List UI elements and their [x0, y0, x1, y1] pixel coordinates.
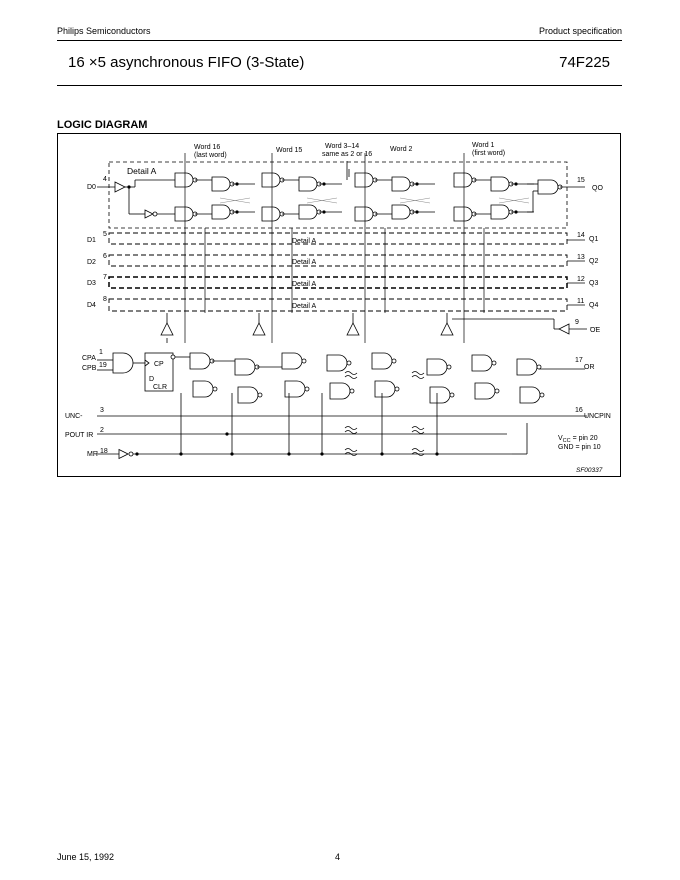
detail-a-label-d3: Detail A	[292, 281, 317, 288]
cross-couple	[499, 198, 529, 203]
word-latch-nand-bottom-2	[355, 207, 373, 221]
oe-buffer	[559, 324, 569, 334]
output-nand	[538, 180, 558, 194]
figure-code: SF00337	[576, 467, 603, 474]
junction-dot	[235, 182, 238, 185]
output-or-label: OR	[584, 364, 595, 371]
word-label-1-note: (first word)	[472, 150, 506, 157]
word-latch-nand-top-b-2	[392, 177, 410, 191]
inversion-bubble	[537, 365, 541, 369]
output-q0-pin: 15	[577, 177, 585, 184]
d0-inverter	[145, 210, 153, 218]
break-mark	[345, 376, 357, 379]
cp-and-gate	[113, 353, 133, 373]
input-cpa-label: CPA	[82, 355, 96, 362]
word-latch-nand-bottom-0	[175, 207, 193, 221]
input-d4-pin: 8	[103, 296, 107, 303]
input-cpb-pin: 19	[99, 362, 107, 369]
junction-dot	[415, 210, 418, 213]
logic-diagram	[57, 133, 621, 477]
junction-dot	[514, 182, 517, 185]
ff-clr-label: CLR	[153, 384, 168, 391]
word-label-1: Word 1	[472, 142, 495, 149]
bit-row-box-3	[109, 277, 567, 288]
word-latch-nand-bottom-b-1	[299, 205, 317, 219]
page-number: 4	[335, 852, 341, 862]
control-nand-3	[327, 355, 347, 371]
output-uncpin-label: UNCPIN	[584, 413, 611, 420]
output-q4-pin: 11	[577, 298, 585, 305]
inversion-bubble	[258, 393, 262, 397]
control-nand-6	[472, 355, 492, 371]
input-mr-pin: 18	[100, 448, 108, 455]
input-d3-label: D3	[87, 280, 96, 287]
input-d1-label: D1	[87, 237, 96, 244]
control-nand-b-7	[520, 387, 540, 403]
word-label-16-note: (last word)	[194, 152, 227, 159]
inversion-bubble	[153, 212, 157, 216]
word-label-3-14: Word 3–14	[325, 143, 360, 150]
control-nand-b-3	[330, 383, 350, 399]
control-nand-7	[517, 359, 537, 375]
control-nand-b-0	[193, 381, 213, 397]
header-rule	[57, 40, 622, 41]
word-label-3-14-note: same as 2 or 16	[322, 151, 373, 158]
word-latch-nand-top-0	[175, 173, 193, 187]
detail-a-label-d1: Detail A	[292, 238, 317, 245]
inversion-bubble	[129, 452, 133, 456]
inversion-bubble	[350, 389, 354, 393]
input-cpa-pin: 1	[99, 349, 103, 356]
word-latch-nand-bottom-b-3	[491, 205, 509, 219]
d0-input-buffer	[115, 182, 125, 192]
gnd-note: GND = pin 10	[558, 444, 601, 451]
tristate-buffer-1	[253, 323, 265, 335]
output-uncpin-pin: 16	[575, 407, 583, 414]
inversion-bubble	[347, 361, 351, 365]
output-q1-label: Q1	[589, 236, 599, 243]
break-mark	[412, 427, 424, 430]
diagram-frame	[58, 134, 621, 477]
output-q3-pin: 12	[577, 276, 585, 283]
oe-pin: 9	[575, 319, 579, 326]
junction-dot	[514, 210, 517, 213]
break-mark	[345, 427, 357, 430]
control-nand-b-4	[375, 381, 395, 397]
inversion-bubble	[395, 387, 399, 391]
break-mark	[345, 372, 357, 375]
control-nand-b-1	[238, 387, 258, 403]
cross-couple	[220, 198, 250, 203]
company-name: Philips Semiconductors	[57, 26, 151, 36]
document-title: 16 ×5 asynchronous FIFO (3-State)	[68, 54, 305, 71]
junction-dot	[225, 432, 228, 435]
input-pout-label: POUT IR	[65, 432, 94, 439]
word-latch-nand-top-2	[355, 173, 373, 187]
mr-buffer	[119, 450, 128, 459]
inversion-bubble	[305, 387, 309, 391]
word-latch-nand-bottom-b-0	[212, 205, 230, 219]
output-q2-label: Q2	[589, 258, 599, 265]
control-nand-b-2	[285, 381, 305, 397]
input-d1-pin: 5	[103, 231, 107, 238]
control-nand-5	[427, 359, 447, 375]
ff-d-label: D	[149, 376, 155, 383]
control-nand-b-6	[475, 383, 495, 399]
control-nand-b-5	[430, 387, 450, 403]
inversion-bubble	[492, 361, 496, 365]
vcc-note: $V_{CC}$ = pin 20	[558, 435, 598, 444]
word-label-15: Word 15	[276, 147, 303, 154]
word-latch-nand-top-b-3	[491, 177, 509, 191]
detail-a-label-d4: Detail A	[292, 303, 317, 310]
output-q1-pin: 14	[577, 232, 585, 239]
input-mr-label: MR	[87, 451, 98, 458]
inversion-bubble	[495, 389, 499, 393]
word-label-2: Word 2	[390, 146, 413, 153]
break-mark	[412, 431, 424, 434]
word-latch-nand-top-3	[454, 173, 472, 187]
inversion-bubble	[447, 365, 451, 369]
junction-dot	[322, 182, 325, 185]
input-d2-pin: 6	[103, 253, 107, 260]
ff-cp-label: CP	[154, 361, 164, 368]
oe-label: OE	[590, 327, 601, 334]
output-q0-label: QO	[592, 185, 603, 192]
cross-couple	[307, 198, 337, 203]
control-nand-1	[235, 359, 255, 375]
input-unc-label: UNC-	[65, 413, 83, 420]
input-d0-label: D0	[87, 184, 96, 191]
input-unc-pin: 3	[100, 407, 104, 414]
inversion-bubble	[540, 393, 544, 397]
doc-type: Product specification	[538, 26, 622, 36]
word-latch-nand-top-b-1	[299, 177, 317, 191]
part-number: 74F225	[559, 54, 610, 71]
junction-dot	[415, 182, 418, 185]
detail-a-title: Detail A	[127, 166, 157, 176]
bit-row-box-1	[109, 233, 567, 244]
bit-row-box-4	[109, 299, 567, 311]
cross-couple	[400, 198, 430, 203]
junction-dot	[135, 452, 138, 455]
break-mark	[345, 431, 357, 434]
output-q4-label: Q4	[589, 302, 599, 309]
tristate-buffer-2	[347, 323, 359, 335]
word-latch-nand-top-1	[262, 173, 280, 187]
inversion-bubble	[302, 359, 306, 363]
tristate-buffer-3	[441, 323, 453, 335]
break-mark	[412, 449, 424, 452]
inversion-bubble	[171, 355, 175, 359]
inversion-bubble	[213, 387, 217, 391]
input-d0-pin: 4	[103, 176, 107, 183]
control-nand-0	[190, 353, 210, 369]
input-pout-pin: 2	[100, 427, 104, 434]
tristate-buffer-0	[161, 323, 173, 335]
bit-row-box-2	[109, 255, 567, 266]
title-rule	[57, 85, 622, 86]
input-d2-label: D2	[87, 259, 96, 266]
junction-dot	[235, 210, 238, 213]
control-nand-2	[282, 353, 302, 369]
word-latch-nand-bottom-3	[454, 207, 472, 221]
word-latch-nand-bottom-1	[262, 207, 280, 221]
output-or-pin: 17	[575, 357, 583, 364]
input-cpb-label: CPB	[82, 365, 97, 372]
word-label-16: Word 16	[194, 144, 221, 151]
inversion-bubble	[450, 393, 454, 397]
output-q2-pin: 13	[577, 254, 585, 261]
inversion-bubble	[392, 359, 396, 363]
input-d3-pin: 7	[103, 274, 107, 281]
input-d4-label: D4	[87, 302, 96, 309]
break-mark	[412, 376, 424, 379]
control-nand-4	[372, 353, 392, 369]
output-q3-label: Q3	[589, 280, 599, 287]
word-latch-nand-top-b-0	[212, 177, 230, 191]
word-latch-nand-bottom-b-2	[392, 205, 410, 219]
break-mark	[412, 372, 424, 375]
detail-a-label-d2: Detail A	[292, 259, 317, 266]
junction-dot	[322, 210, 325, 213]
section-title: LOGIC DIAGRAM	[57, 119, 148, 131]
footer-date: June 15, 1992	[57, 852, 115, 862]
break-mark	[345, 449, 357, 452]
